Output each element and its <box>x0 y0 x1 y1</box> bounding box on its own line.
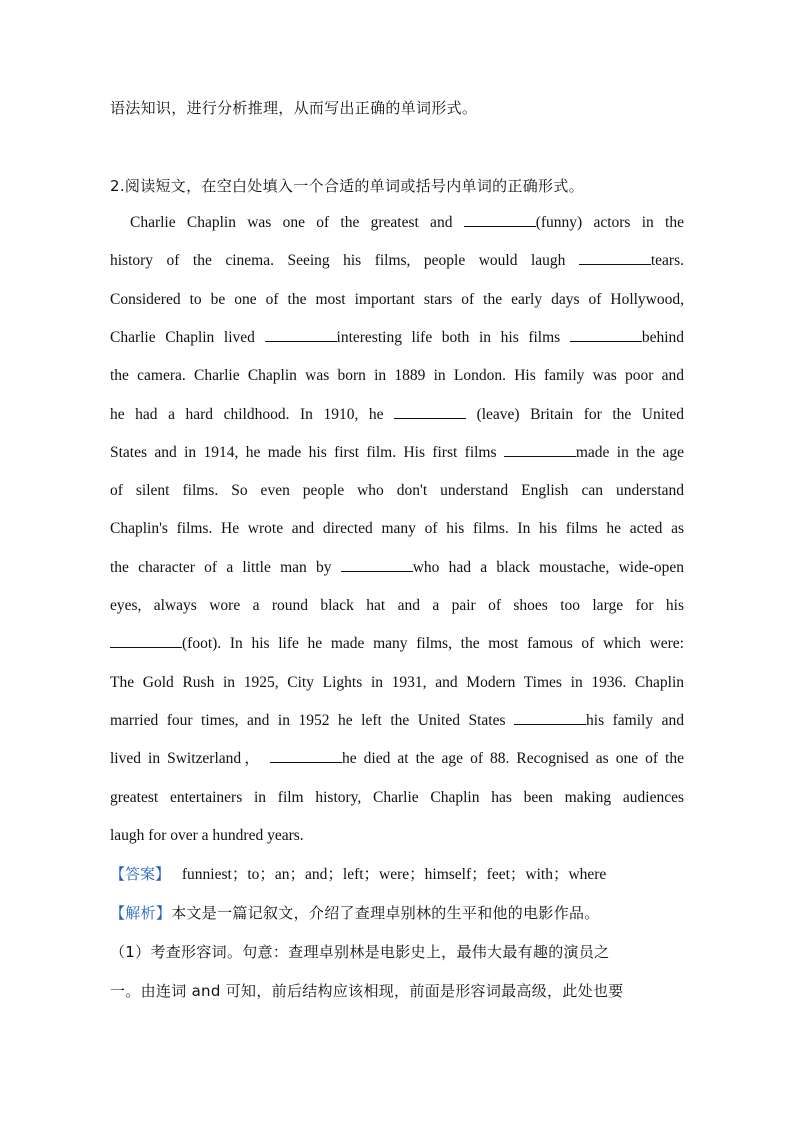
passage-text: The Gold Rush in 1925, City Lights in 1931, and Modern Times in 1936. Chaplin <box>110 673 684 691</box>
analysis-line <box>110 901 684 925</box>
passage-line <box>110 517 684 541</box>
question-title: 2.阅读短文，在空白处填入一个合适的单词或括号内单词的正确形式。 <box>110 177 584 195</box>
analysis-summary: 本文是一篇记叙文，介绍了查理卓别林的生平和他的电影作品。 <box>171 904 600 922</box>
passage-text: Chaplin's films. He wrote and directed many of his films. In his films he acted as <box>110 520 684 538</box>
passage-text: (funny) actors in the <box>535 214 684 231</box>
passage-text: States and in 1914, he made his first film. His first films <box>110 443 504 461</box>
passage-line <box>110 479 684 503</box>
passage-line <box>110 211 684 235</box>
passage-line <box>110 288 684 312</box>
passage-line <box>110 709 684 733</box>
passage-text: made in the age <box>575 443 684 461</box>
passage-text: the character of a little man by <box>110 558 341 576</box>
passage-text: Charlie Chaplin lived <box>110 328 265 346</box>
passage-line <box>110 594 684 618</box>
analysis-label: 【解析】 <box>110 904 172 922</box>
passage-line <box>110 671 684 695</box>
answer-blank <box>110 633 182 648</box>
passage-text: greatest entertainers in film history, Charlie Chaplin has been making audiences <box>110 788 684 806</box>
answer-blank <box>514 710 586 725</box>
passage-text: he died at the age of 88. Recognised as one of the <box>341 750 684 768</box>
passage-text: who had a black moustache, wide-open <box>412 558 684 576</box>
passage-text: married four times, and in 1952 he left the United States <box>110 711 515 729</box>
passage-text: history of the cinema. Seeing his films, people would laugh <box>110 252 579 270</box>
answer-label: 【答案】 <box>110 865 171 883</box>
passage-line <box>110 786 684 810</box>
passage-text: he had a hard childhood. In 1910, he <box>110 405 395 423</box>
passage-line <box>110 441 684 465</box>
passage-line <box>110 824 684 848</box>
passage-text: the camera. Charlie Chaplin was born in 1889 in London. His family was poor and <box>110 367 684 385</box>
analysis-point1-line2: 一。由连词 and 可知，前后结构应该相现，前面是形容词最高级，此处也要 <box>110 982 624 1000</box>
passage-text: of silent films. So even people who don't understand English can understand <box>110 482 684 500</box>
passage-text: Charlie Chaplin was one of the greatest and <box>130 214 464 231</box>
passage-text: laugh for over a hundred years. <box>110 826 304 844</box>
answer-blank <box>270 748 342 763</box>
passage-line <box>110 249 684 273</box>
answer-blank <box>504 442 576 457</box>
passage-line <box>110 403 684 427</box>
passage-text: (leave) Britain for the United <box>466 405 684 423</box>
passage-text: Considered to be one of the most important stars of the early days of Hollywood, <box>110 290 684 308</box>
answer-blank <box>265 327 337 342</box>
passage-text: (foot). In his life he made many films, the most famous of which were: <box>182 635 684 653</box>
analysis-point1-line1: （1）考查形容词。句意：查理卓别林是电影史上，最伟大最有趣的演员之 <box>110 943 610 961</box>
passage-text: interesting life both in his films <box>336 328 570 346</box>
passage-line <box>110 364 684 388</box>
passage-text: lived in Switzerland， <box>110 750 270 768</box>
passage-text: his family and <box>586 711 684 729</box>
passage-line <box>110 556 684 580</box>
intro-tail-text: 语法知识，进行分析推理，从而写出正确的单词形式。 <box>110 99 478 117</box>
answer-text: funniest；to；an；and；left；were；himself；feet；with；where <box>181 866 607 883</box>
passage-text: tears. <box>650 252 684 270</box>
passage-line <box>110 326 684 350</box>
answer-blank <box>570 327 642 342</box>
answer-blank <box>341 557 413 572</box>
passage-line <box>110 632 684 656</box>
passage-text: eyes, always wore a round black hat and a pair of shoes too large for his <box>110 597 684 614</box>
answer-line <box>110 862 684 887</box>
answer-blank <box>464 212 536 227</box>
passage-line <box>110 747 684 771</box>
passage-text: behind <box>641 328 684 346</box>
answer-blank <box>394 404 466 419</box>
answer-blank <box>579 250 651 265</box>
